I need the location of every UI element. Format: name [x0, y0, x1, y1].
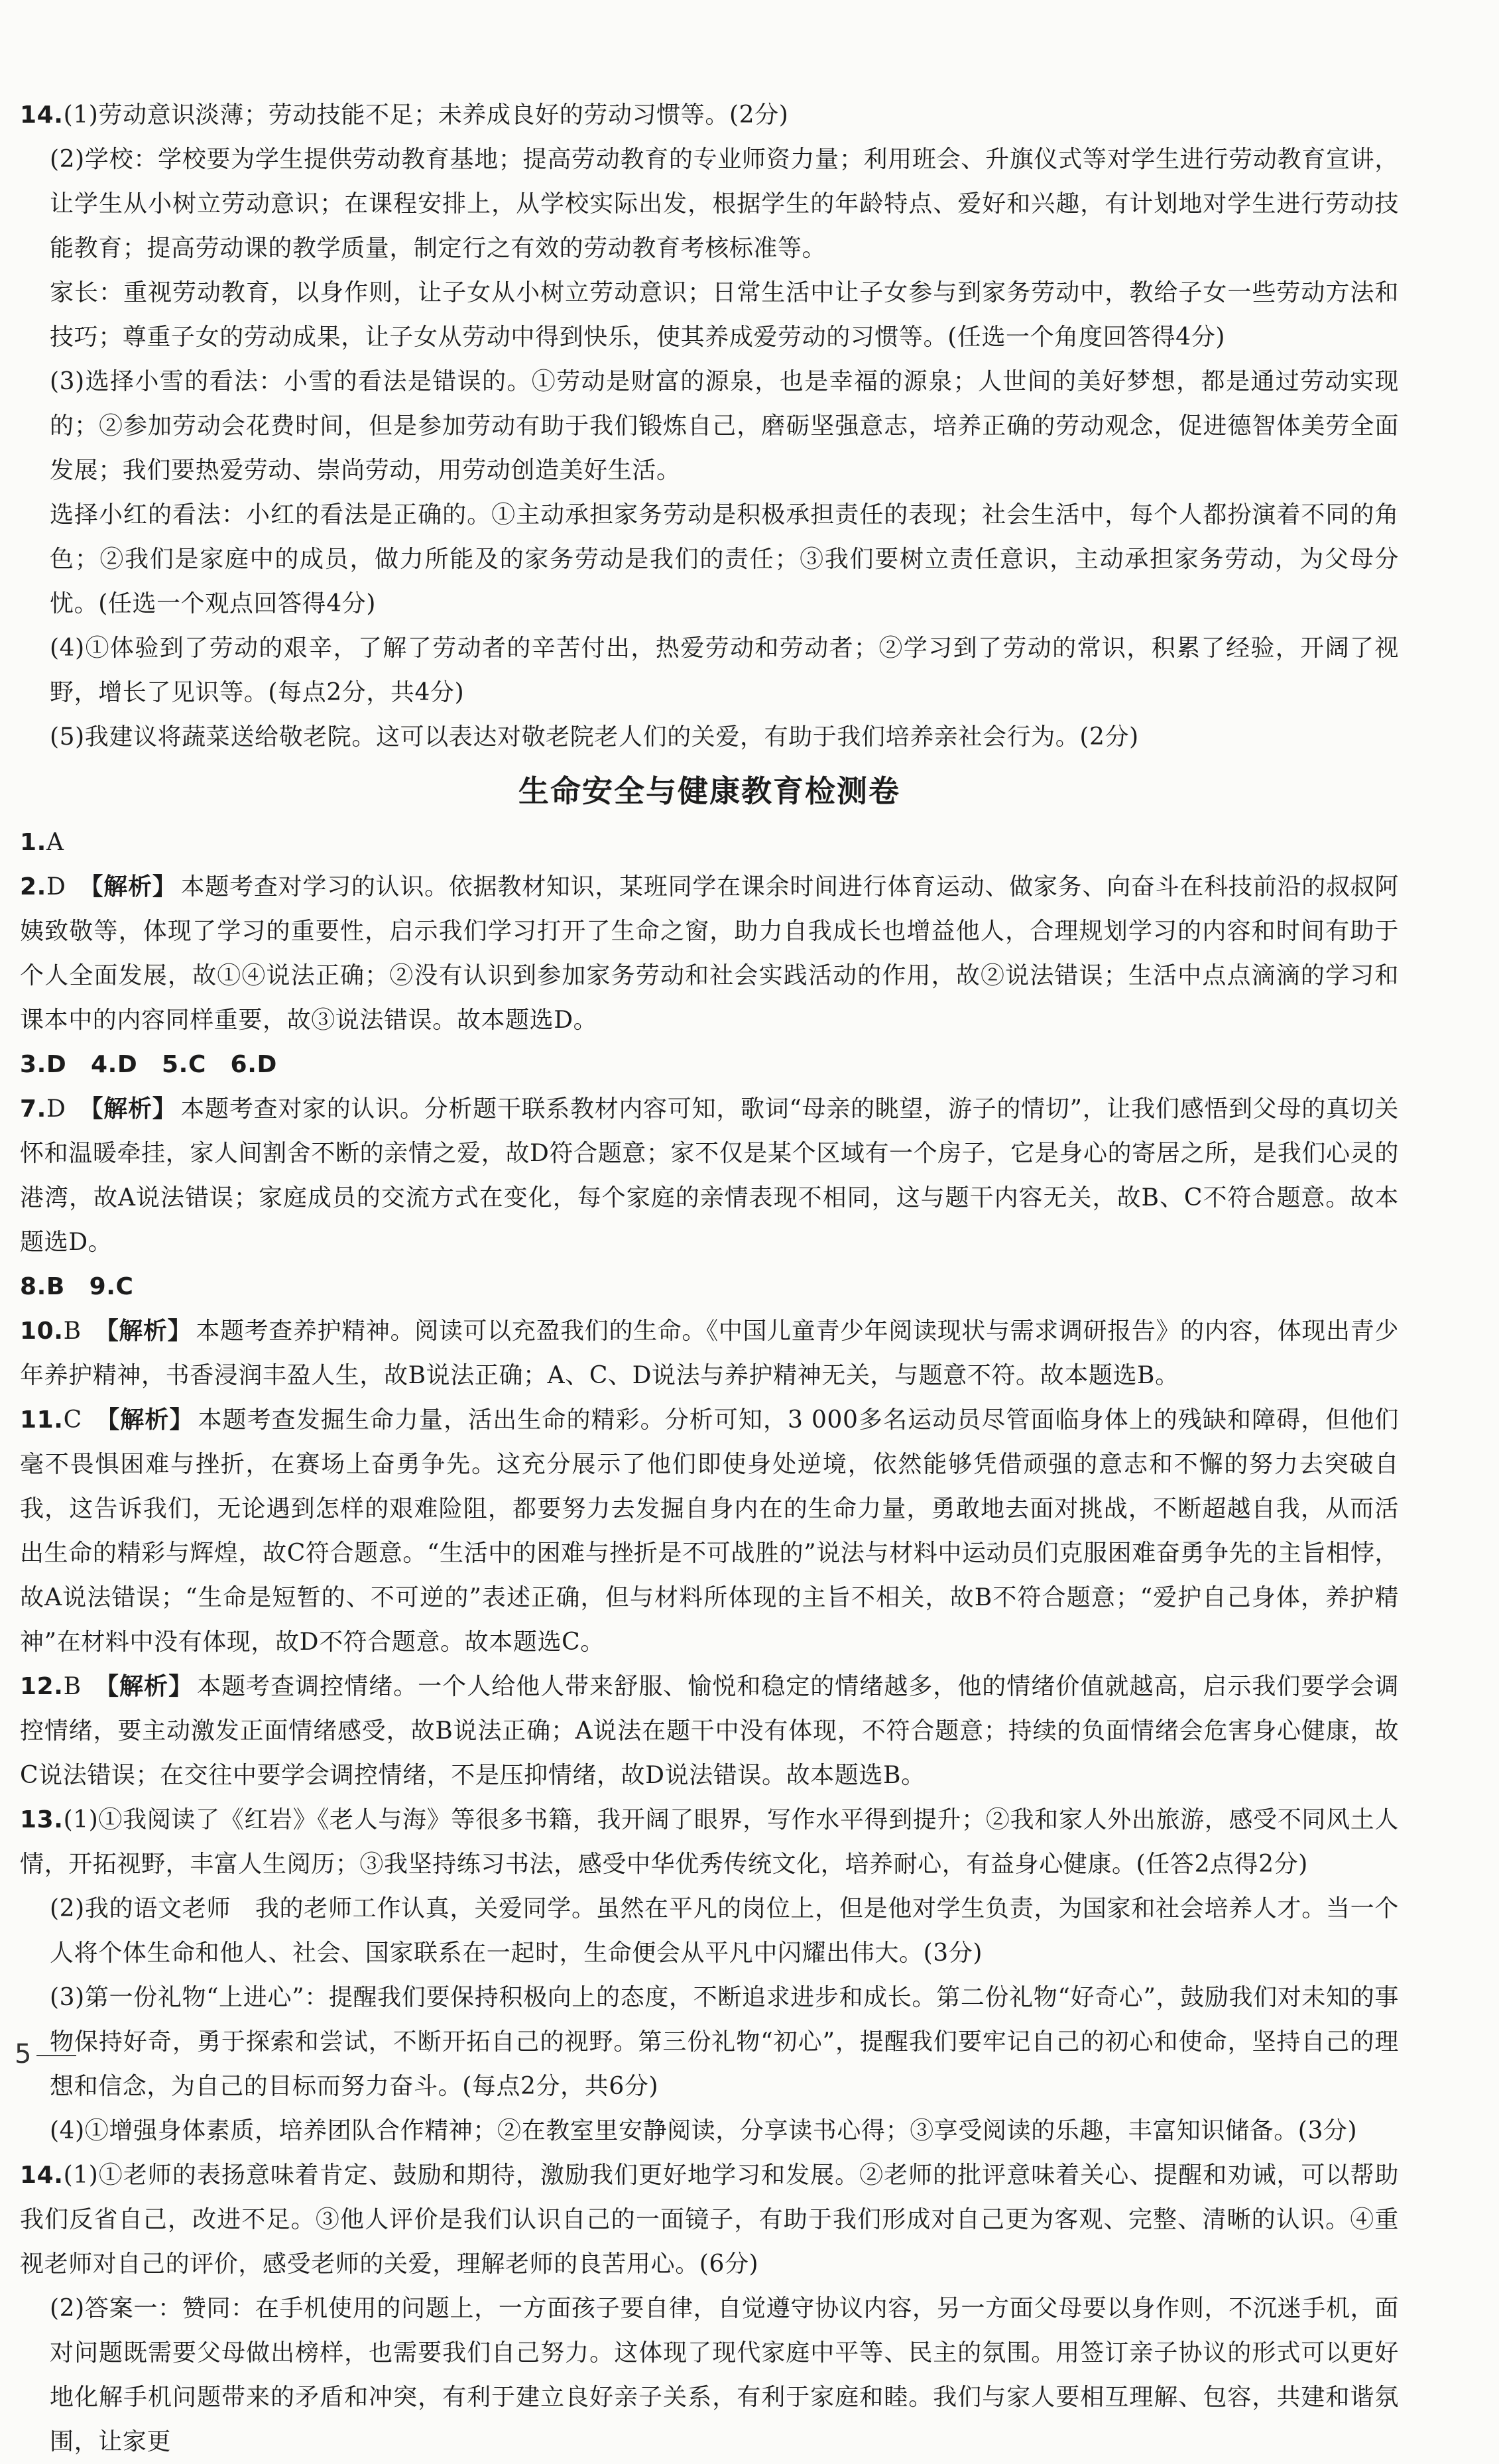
- analysis-tag: 【解析】: [79, 1095, 177, 1123]
- section-title: 生命安全与健康教育检测卷: [518, 773, 900, 809]
- q14-part4: (4)①体验到了劳动的艰辛，了解了劳动者的辛苦付出，热爱劳动和劳动者；②学习到了劳动的常识，积累了经验，开阔了视野，增长了见识等。(每点2分，共4分): [50, 635, 1399, 706]
- q14-part3-xiaohong: 选择小红的看法：小红的看法是正确的。①主动承担家务劳动是积极承担责任的表现；社会生活中，每个人都扮演着不同的角色；②我们是家庭中的成员，做力所能及的家务劳动是我们的责任；③我们要树立责任意识，主动承担家务劳动，为父母分忧。(任选一个观点回答得4分): [50, 501, 1399, 617]
- answer-1: 1.A: [20, 829, 64, 856]
- answer-14-part1: 14.(1)①老师的表扬意味着肯定、鼓励和期待，激励我们更好地学习和发展。②老师的批评意味着关心、提醒和劝诫，可以帮助我们反省自己，改进不足。③他人评价是我们认识自己的一面镜子，有助于我们形成对自己更为客观、完整、清晰的认识。④重视老师对自己的评价，感受老师的关爱，理解老师的良苦用心。(6分): [20, 2162, 1399, 2278]
- q14-part3-xiaoxue: (3)选择小雪的看法：小雪的看法是错误的。①劳动是财富的源泉，也是幸福的源泉；人世间的美好梦想，都是通过劳动实现的；②参加劳动会花费时间，但是参加劳动有助于我们锻炼自己，磨砺坚强意志，培养正确的劳动观念，促进德智体美劳全面发展；我们要热爱劳动、崇尚劳动，用劳动创造美好生活。: [50, 368, 1399, 484]
- answer-10: 10.B 【解析】 本题考查养护精神。阅读可以充盈我们的生命。《中国儿童青少年阅读现状与需求调研报告》的内容，体现出青少年养护精神，书香浸润丰盈人生，故B说法正确；A、C、D说法与养护精神无关，与题意不符。故本题选B。: [20, 1318, 1399, 1389]
- answers-8-9: 8.B 9.C: [20, 1273, 134, 1300]
- answer-13-part2: (2)我的语文老师 我的老师工作认真，关爱同学。虽然在平凡的岗位上，但是他对学生负责，为国家和社会培养人才。当一个人将个体生命和他人、社会、国家联系在一起时，生命便会从平凡中闪耀出伟大。(3分): [50, 1895, 1399, 1967]
- analysis-tag: 【解析】: [94, 1673, 194, 1700]
- answer-13-part3: (3)第一份礼物“上进心”：提醒我们要保持积极向上的态度，不断追求进步和成长。第二份礼物“好奇心”，鼓励我们对未知的事物保持好奇，勇于探索和尝试，不断开拓自己的视野。第三份礼物“初心”，提醒我们要牢记自己的初心和使命，坚持自己的理想和信念，为自己的目标而努力奋斗。(每点2分，共6分): [50, 1984, 1399, 2100]
- analysis-tag: 【解析】: [94, 1318, 192, 1345]
- answer-14-part2: (2)答案一：赞同：在手机使用的问题上，一方面孩子要自律，自觉遵守协议内容，另一方面父母要以身作则，不沉迷手机，面对问题既需要父母做出榜样，也需要我们自己努力。这体现了现代家庭中平等、民主的氛围。用签订亲子协议的形式可以更好地化解手机问题带来的矛盾和冲突，有利于建立良好亲子关系，有利于家庭和睦。我们与家人要相互理解、包容，共建和谐氛围，让家更: [50, 2295, 1399, 2455]
- answer-page: [20, 93, 1399, 2464]
- q14-part2-school: (2)学校：学校要为学生提供劳动教育基地；提高劳动教育的专业师资力量；利用班会、升旗仪式等对学生进行劳动教育宣讲，让学生从小树立劳动意识；在课程安排上，从学校实际出发，根据学生的年龄特点、爱好和兴趣，有计划地对学生进行劳动技能教育；提高劳动课的教学质量，制定行之有效的劳动教育考核标准等。: [50, 146, 1399, 262]
- page-number: 5: [15, 2039, 32, 2069]
- answer-13-part4: (4)①增强身体素质，培养团队合作精神；②在教室里安静阅读，分享读书心得；③享受阅读的乐趣，丰富知识储备。(3分): [50, 2117, 1358, 2144]
- answers-3-6: 3.D 4.D 5.C 6.D: [20, 1051, 277, 1078]
- question-number: 14.: [20, 101, 64, 129]
- page-footer: [15, 2039, 76, 2069]
- q14-part2-parents: 家长：重视劳动教育，以身作则，让子女从小树立劳动意识；日常生活中让子女参与到家务劳动中，教给子女一些劳动方法和技巧；尊重子女的劳动成果，让子女从劳动中得到快乐，使其养成爱劳动的习惯等。(任选一个角度回答得4分): [50, 279, 1399, 351]
- answer-13-part1: 13.(1)①我阅读了《红岩》《老人与海》等很多书籍，我开阔了眼界，写作水平得到提升；②我和家人外出旅游，感受不同风土人情，开拓视野，丰富人生阅历；③我坚持练习书法，感受中华优秀传统文化，培养耐心，有益身心健康。(任答2点得2分): [20, 1806, 1399, 1878]
- answer-7: 7.D 【解析】 本题考查对家的认识。分析题干联系教材内容可知，歌词“母亲的眺望，游子的情切”，让我们感悟到父母的真切关怀和温暖牵挂，家人间割舍不断的亲情之爱，故D符合题意；家不仅是某个区域有一个房子，它是身心的寄居之所，是我们心灵的港湾，故A说法错误；家庭成员的交流方式在变化，每个家庭的亲情表现不相同，这与题干内容无关，故B、C不符合题意。故本题选D。: [20, 1095, 1399, 1256]
- answer-2: 2.D 【解析】 本题考查对学习的认识。依据教材知识，某班同学在课余时间进行体育运动、做家务、向奋斗在科技前沿的叔叔阿姨致敬等，体现了学习的重要性，启示我们学习打开了生命之窗，助力自我成长也增益他人，合理规划学习的内容和时间有助于个人全面发展，故①④说法正确；②没有认识到参加家务劳动和社会实践活动的作用，故②说法错误；生活中点点滴滴的学习和课本中的内容同样重要，故③说法错误。故本题选D。: [20, 873, 1399, 1034]
- footer-rule: [36, 2055, 76, 2056]
- answer-12: 12.B 【解析】 本题考查调控情绪。一个人给他人带来舒服、愉悦和稳定的情绪越多，他的情绪价值就越高，启示我们要学会调控情绪，要主动激发正面情绪感受，故B说法正确；A说法在题干中没有体现，不符合题意；持续的负面情绪会危害身心健康，故C说法错误；在交往中要学会调控情绪，不是压抑情绪，故D说法错误。故本题选B。: [20, 1673, 1399, 1789]
- q14-part5: (5)我建议将蔬菜送给敬老院。这可以表达对敬老院老人们的关爱，有助于我们培养亲社会行为。(2分): [50, 723, 1139, 751]
- analysis-tag: 【解析】: [79, 873, 177, 900]
- answer-11: 11.C 【解析】 本题考查发掘生命力量，活出生命的精彩。分析可知，3 000多名运动员尽管面临身体上的残缺和障碍，但他们毫不畏惧困难与挫折，在赛场上奋勇争先。这充分展示了他们即使身处逆境，依然能够凭借顽强的意志和不懈的努力去突破自我，这告诉我们，无论遇到怎样的艰难险阻，都要努力去发掘自身内在的生命力量，勇敢地去面对挑战，不断超越自我，从而活出生命的精彩与辉煌，故C符合题意。“生活中的困难与挫折是不可战胜的”说法与材料中运动员们克服困难奋勇争先的主旨相悖，故A说法错误；“生命是短暂的、不可逆的”表述正确，但与材料所体现的主旨不相关，故B不符合题意；“爱护自己身体，养护精神”在材料中没有体现，故D不符合题意。故本题选C。: [20, 1406, 1399, 1656]
- q14-part1: 14.(1)劳动意识淡薄；劳动技能不足；未养成良好的劳动习惯等。(2分): [20, 101, 789, 129]
- analysis-tag: 【解析】: [95, 1406, 194, 1434]
